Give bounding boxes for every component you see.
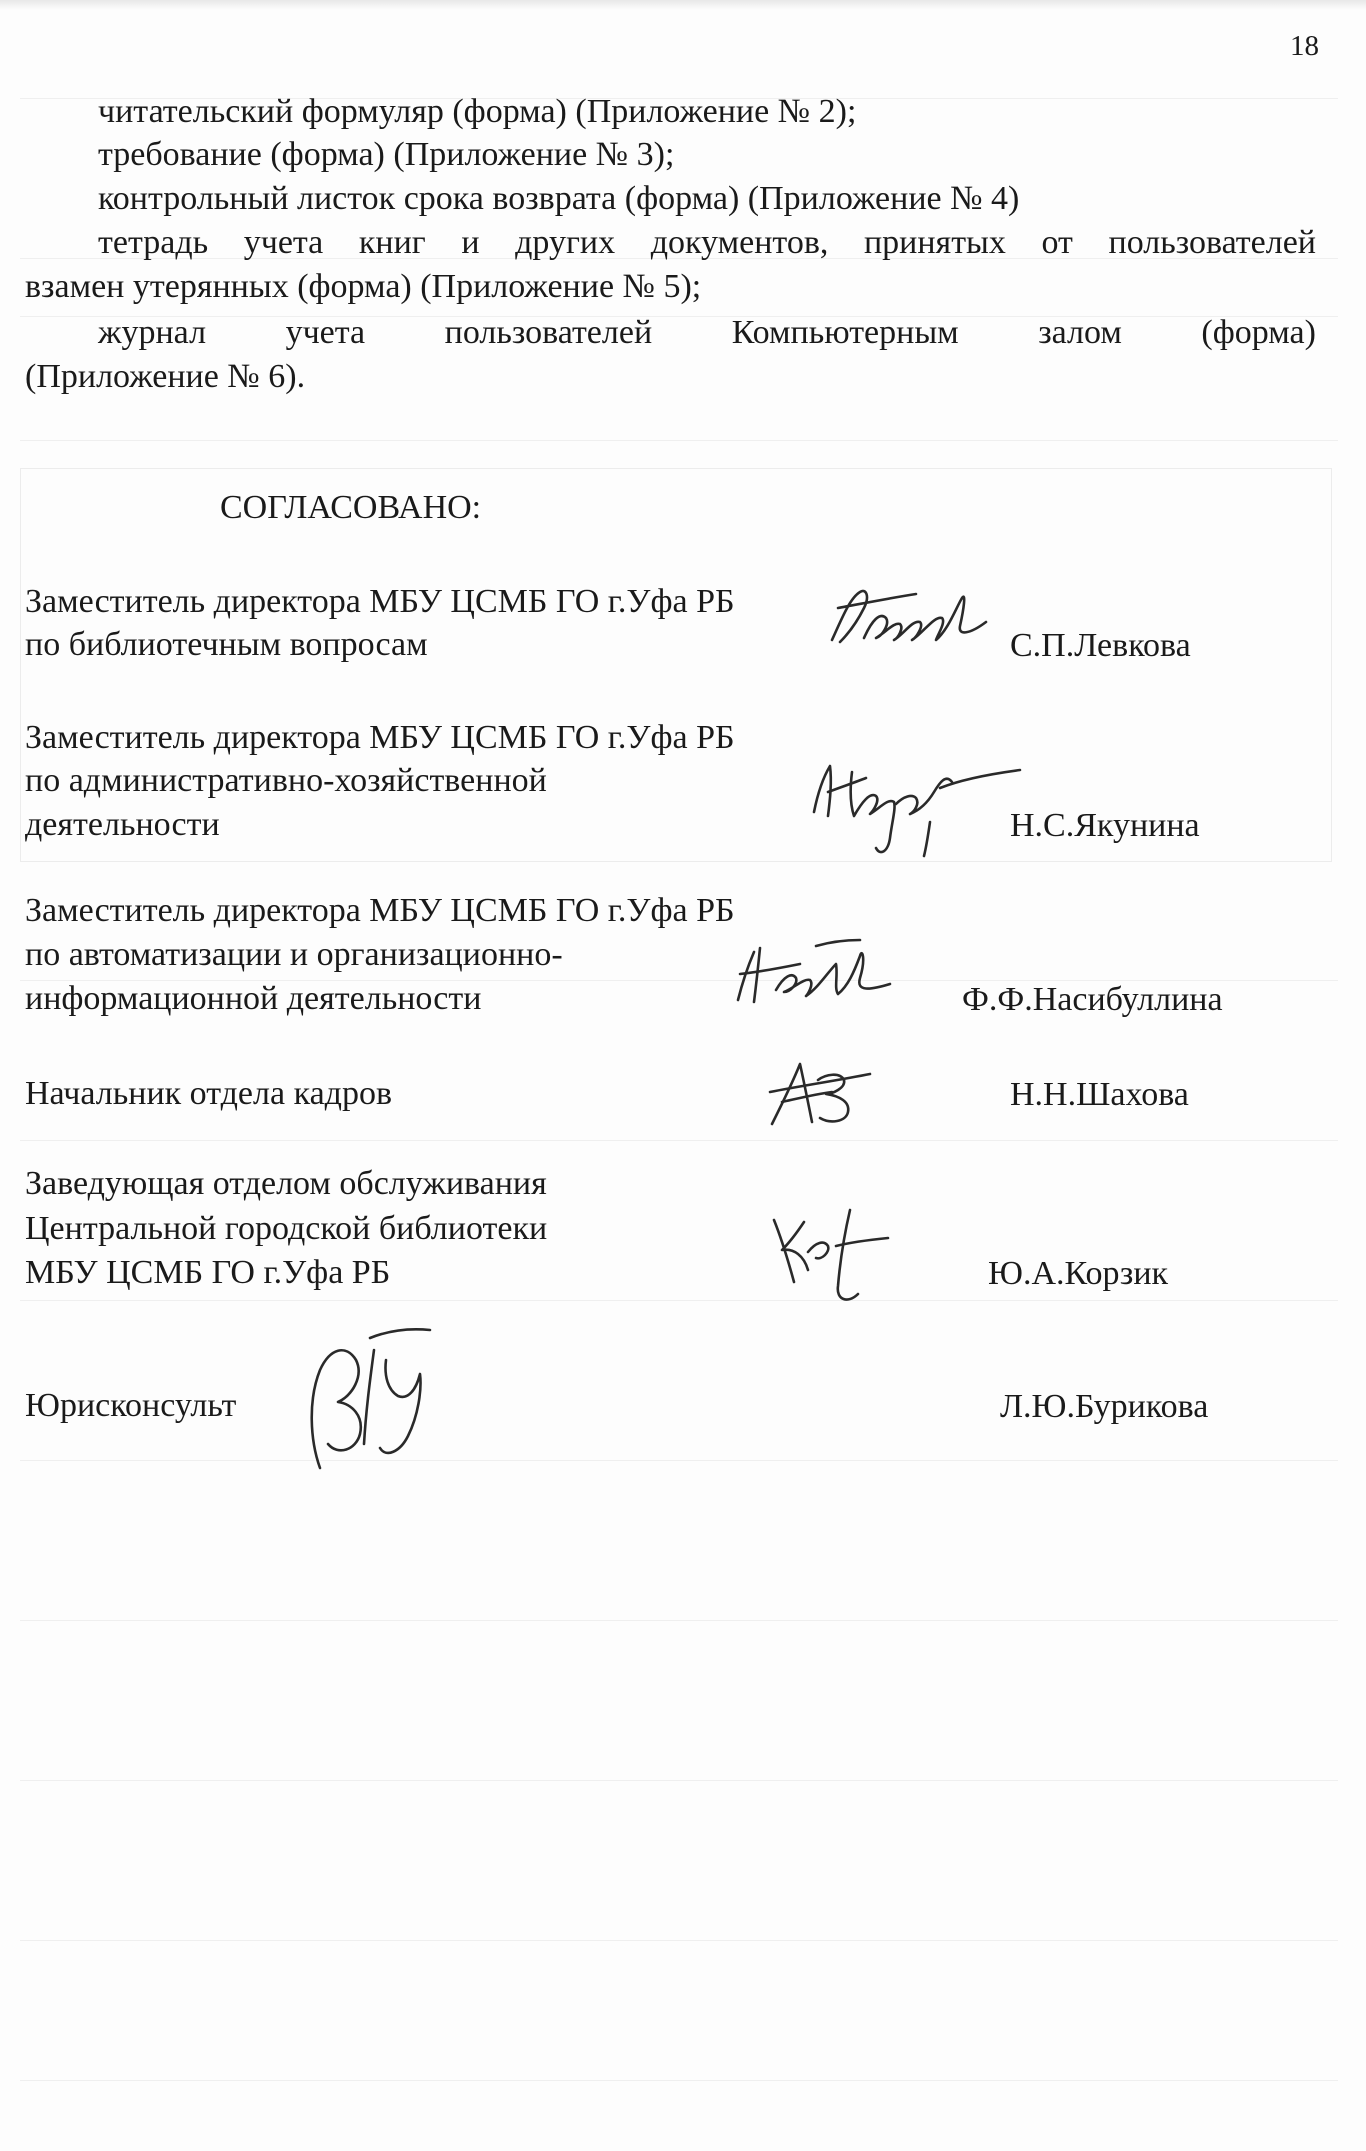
word: принятых	[863, 224, 1006, 261]
bleed-through-line	[20, 440, 1338, 441]
signatory-name: Л.Ю.Бурикова	[1000, 1388, 1209, 1425]
signatory-position-line: Заместитель директора МБУ ЦСМБ ГО г.Уфа РБ	[25, 719, 735, 756]
bleed-through-line	[20, 1460, 1338, 1461]
scan-edge-shadow	[0, 0, 1366, 10]
signatory-name: Н.С.Якунина	[1010, 807, 1200, 844]
signatory-name: Н.Н.Шахова	[1010, 1076, 1189, 1113]
signatory-position-line: Заместитель директора МБУ ЦСМБ ГО г.Уфа РБ	[25, 892, 735, 929]
word: залом	[1038, 314, 1122, 351]
signatory-position-line: Юрисконсульт	[25, 1387, 237, 1424]
signatory-position-line: Начальник отдела кадров	[25, 1075, 393, 1112]
signature-nasibullina	[720, 928, 900, 1018]
signature-shakhova	[760, 1050, 880, 1140]
word: от	[1041, 224, 1073, 261]
word: других	[515, 224, 616, 261]
signatory-position-line: Заведующая отделом обслуживания	[25, 1165, 547, 1202]
bleed-through-line	[20, 2080, 1338, 2081]
list-item-form-2: читательский формуляр (форма) (Приложение № 2);	[98, 93, 857, 130]
list-item-form-5-continuation: взамен утерянных (форма) (Приложение № 5);	[25, 268, 702, 305]
signatory-name: Ф.Ф.Насибуллина	[962, 981, 1223, 1018]
word: учета	[285, 314, 366, 351]
list-item-form-4: контрольный листок срока возврата (форма) (Приложение № 4)	[98, 180, 1020, 217]
list-item-form-6-first-line	[98, 313, 1316, 353]
signatory-position-line: по административно-хозяйственной	[25, 762, 547, 799]
list-item-form-6-continuation: (Приложение № 6).	[25, 358, 306, 395]
bleed-through-line	[20, 1300, 1338, 1301]
approved-heading: СОГЛАСОВАНО:	[220, 489, 482, 526]
signatory-position-line: по автоматизации и организационно-	[25, 936, 563, 973]
word: журнал	[98, 314, 207, 351]
bleed-through-line	[20, 1940, 1338, 1941]
signatory-position-line: деятельности	[25, 806, 220, 843]
signatory-position-line: Заместитель директора МБУ ЦСМБ ГО г.Уфа РБ	[25, 583, 735, 620]
signature-korzik	[760, 1200, 900, 1310]
signature-burikova	[290, 1320, 450, 1480]
signature-levkova	[820, 578, 1000, 658]
word: учета	[243, 224, 324, 261]
bleed-through-line	[20, 1140, 1338, 1141]
word: тетрадь	[98, 224, 209, 261]
word: пользователей	[1108, 224, 1316, 261]
page-number: 18	[1290, 30, 1319, 62]
word: Компьютерным	[731, 314, 959, 351]
signatory-position-line: по библиотечным вопросам	[25, 626, 428, 663]
bleed-through-line	[20, 1620, 1338, 1621]
signatory-position-line: МБУ ЦСМБ ГО г.Уфа РБ	[25, 1254, 391, 1291]
signatory-position-line: Центральной городской библиотеки	[25, 1210, 548, 1247]
signature-yakunina	[800, 752, 1030, 862]
list-item-form-3: требование (форма) (Приложение № 3);	[98, 136, 675, 173]
bleed-through-line	[20, 1780, 1338, 1781]
word: и	[461, 224, 480, 261]
signatory-position-line: информационной деятельности	[25, 980, 482, 1017]
word: (форма)	[1201, 314, 1316, 351]
signatory-name: Ю.А.Корзик	[988, 1255, 1169, 1292]
signatory-name: С.П.Левкова	[1010, 627, 1191, 664]
word: пользователей	[444, 314, 653, 351]
list-item-form-5-first-line	[98, 223, 1316, 263]
word: книг	[358, 224, 426, 261]
word: документов,	[650, 224, 829, 261]
